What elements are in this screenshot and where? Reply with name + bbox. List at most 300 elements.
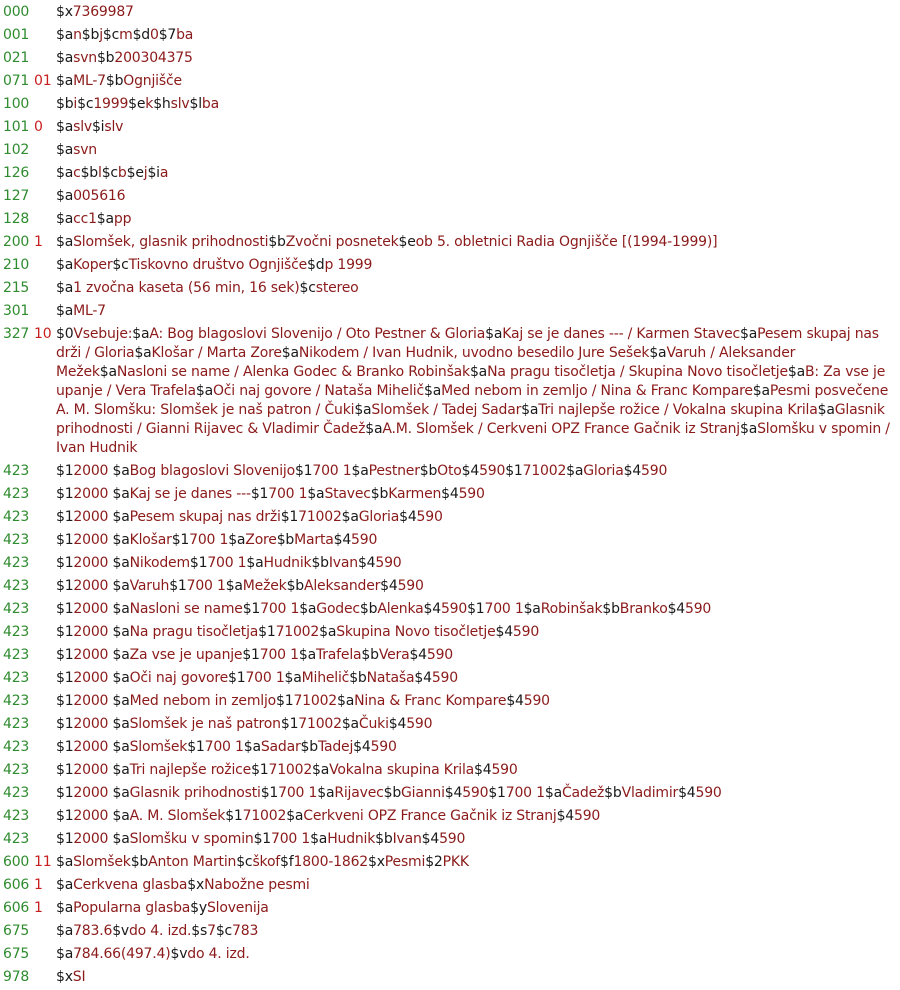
subfield-value: Oči naj govore (129, 670, 229, 686)
subfield-value: 71002 (522, 463, 567, 479)
subfield-value: Sadar (260, 739, 301, 755)
subfield-code: $a (307, 486, 325, 502)
subfield-code: $b (311, 555, 329, 571)
field-content (56, 715, 896, 734)
field-tag: 128 (3, 211, 30, 227)
subfield-value: 71002 (298, 509, 342, 525)
subfield-value: Hudnik (327, 831, 376, 847)
subfield-code: $4 (441, 486, 459, 502)
marc-field-row (0, 26, 900, 45)
subfield-value: 700 1 (268, 486, 308, 502)
subfield-value: ML-7 (73, 303, 106, 319)
field-tag: 423 (3, 601, 30, 617)
subfield-value: 2000 (73, 647, 113, 663)
subfield-value: c (73, 165, 81, 181)
marc-field-row (0, 807, 900, 826)
subfield-code: $1 (56, 739, 74, 755)
marc-field-row (0, 899, 900, 918)
marc-field-row (0, 531, 900, 550)
subfield-code: $b (604, 785, 622, 801)
subfield-code: $a (649, 345, 667, 361)
subfield-code: $4 (495, 624, 513, 640)
subfield-code: $a (56, 119, 74, 135)
subfield-code: $4 (357, 555, 376, 571)
subfield-value: 2000 (73, 463, 113, 479)
subfield-code: $1 (260, 785, 279, 801)
field-content (56, 738, 896, 757)
field-tag: 423 (3, 808, 30, 824)
field-tag: 215 (3, 280, 30, 296)
subfield-value: Hudnik (263, 555, 312, 571)
field-content (56, 600, 896, 619)
subfield-value: 71002 (298, 716, 342, 732)
subfield-code: $y (190, 900, 207, 916)
subfield-code: $4 (506, 693, 524, 709)
subfield-value: 590 (440, 601, 468, 617)
subfield-value: Slomšek (73, 854, 131, 870)
marc-field-row (0, 72, 900, 91)
subfield-code: $a (112, 785, 130, 801)
subfield-value: Zvočni posnetek (285, 234, 399, 250)
subfield-value: 1 zvočna kaseta (56 min, 16 sek) (73, 280, 300, 296)
subfield-value: Cerkveni OPZ France Gačnik iz Stranj (303, 808, 557, 824)
field-indicator: 10 (34, 326, 52, 342)
subfield-code: $1 (171, 532, 190, 548)
marc-field-row (0, 830, 900, 849)
subfield-code: $a (56, 73, 74, 89)
subfield-code: $1 (56, 486, 74, 502)
subfield-value: A. M. Slomšek (129, 808, 226, 824)
subfield-code: $a (56, 50, 74, 66)
field-content (56, 853, 896, 872)
subfield-value: 2000 (73, 716, 113, 732)
subfield-value: 0 (149, 27, 159, 43)
subfield-code: $1 (56, 555, 74, 571)
subfield-code: $h (153, 96, 171, 112)
subfield-value: Za vse je upanje (129, 647, 243, 663)
subfield-code: $a (787, 364, 805, 380)
field-content (56, 577, 896, 596)
subfield-code: $a (112, 509, 130, 525)
field-content (56, 692, 896, 711)
subfield-code: $b (370, 486, 389, 502)
field-indicator: 11 (34, 854, 52, 870)
subfield-value: SI (72, 969, 86, 985)
subfield-value: PKK (442, 854, 469, 870)
subfield-value: Aleksander (303, 578, 381, 594)
subfield-code: $a (317, 785, 335, 801)
subfield-value: l (98, 165, 102, 181)
field-tag: 978 (3, 969, 30, 985)
subfield-code: $4 (399, 509, 417, 525)
subfield-value: Ivan (392, 831, 422, 847)
subfield-code: $7 (158, 27, 177, 43)
field-content (56, 95, 896, 114)
subfield-value: Na pragu tisočletja / Skupina Novo tisočletje (487, 364, 788, 380)
subfield-value: Gianni (401, 785, 445, 801)
subfield-code: $1 (294, 463, 313, 479)
field-tag: 423 (3, 555, 30, 571)
subfield-code: $4 (409, 647, 427, 663)
subfield-code: $x (56, 4, 73, 20)
subfield-code: $c (102, 27, 120, 43)
subfield-code: $e (126, 165, 144, 181)
field-tag: 423 (3, 716, 30, 732)
subfield-value: Glasnik prihodnosti / Gianni Rijavec & Vladimir Čadež (56, 402, 885, 437)
subfield-code: $a (423, 383, 442, 399)
subfield-value: Slomšek, glasnik prihodnosti (73, 234, 269, 250)
subfield-code: $b (130, 854, 149, 870)
field-content (56, 922, 896, 941)
subfield-value: 71002 (268, 762, 313, 778)
subfield-value: Pestner (368, 463, 420, 479)
subfield-value: svn (73, 142, 97, 158)
marc-field-row (0, 256, 900, 275)
marc-field-row (0, 233, 900, 252)
subfield-code: $a (281, 345, 299, 361)
subfield-value: Čadež (561, 785, 605, 801)
subfield-code: $a (817, 402, 835, 418)
subfield-value: 1800-1862 (293, 854, 368, 870)
field-tag: 423 (3, 831, 30, 847)
subfield-code: $a (56, 165, 74, 181)
subfield-value: 590 (458, 486, 485, 502)
subfield-code: $4 (474, 762, 492, 778)
subfield-value: Tri najlepše rožice / Vokalna skupina Krila (538, 402, 818, 418)
subfield-code: $a (112, 532, 130, 548)
field-indicator: 0 (34, 119, 43, 135)
subfield-code: $a (351, 463, 369, 479)
marc-field-row (0, 623, 900, 642)
subfield-value: slv (104, 119, 124, 135)
subfield-code: $a (56, 142, 74, 158)
marc-field-row (0, 784, 900, 803)
subfield-value: B: Za vse je upanje / Vera Trafela (56, 364, 886, 399)
subfield-code: $4 (667, 601, 686, 617)
marc-field-row (0, 968, 900, 987)
subfield-value: Branko (619, 601, 668, 617)
field-content (56, 233, 896, 252)
subfield-value: 2000 (73, 509, 113, 525)
field-tag: 423 (3, 578, 30, 594)
marc-field-row (0, 49, 900, 68)
subfield-value: 590 (439, 831, 466, 847)
field-content (56, 646, 896, 665)
subfield-value: Slovenija (206, 900, 269, 916)
subfield-value: slv (73, 119, 92, 135)
subfield-value: Čuki (358, 716, 389, 732)
subfield-code: $b (349, 670, 367, 686)
field-content (56, 899, 896, 918)
subfield-value: 590 (370, 739, 397, 755)
subfield-code: $c (112, 257, 129, 273)
subfield-value: 2000 (73, 739, 113, 755)
subfield-value: Pesmi posvečene A. M. Slomšku: Slomšek je naš patron / Čuki (56, 383, 889, 418)
subfield-value: 590 (431, 670, 458, 686)
subfield-code: $1 (242, 647, 260, 663)
field-content (56, 945, 896, 964)
subfield-code: $a (56, 211, 74, 227)
field-tag: 000 (3, 4, 30, 20)
subfield-code: $a (544, 785, 562, 801)
subfield-code: $1 (276, 693, 294, 709)
subfield-value: 590 (406, 716, 433, 732)
subfield-code: $b (80, 165, 98, 181)
marc-field-row (0, 600, 900, 619)
subfield-code: $1 (505, 463, 523, 479)
subfield-value: A: Bog blagoslovi Slovenijo / Oto Pestner & Gloria (149, 326, 486, 342)
subfield-code: $a (225, 578, 243, 594)
field-indicator: 1 (34, 234, 43, 250)
subfield-code: $a (96, 211, 114, 227)
field-tag: 423 (3, 785, 30, 801)
field-tag: 423 (3, 693, 30, 709)
subfield-code: $c (215, 923, 233, 939)
marc-field-row (0, 485, 900, 504)
subfield-code: $a (521, 402, 539, 418)
subfield-code: $a (312, 762, 330, 778)
subfield-value: j (143, 165, 148, 181)
subfield-value: 590 (462, 785, 489, 801)
subfield-value: 700 1 (260, 601, 300, 617)
field-indicator: 1 (34, 900, 43, 916)
subfield-code: $b (56, 96, 74, 112)
subfield-value: A.M. Slomšek / Cerkveni OPZ France Gačnik iz Stranj (382, 421, 740, 437)
field-tag: 200 (3, 234, 30, 250)
subfield-value: Ognjišče (123, 73, 182, 89)
subfield-value: 700 1 (484, 601, 524, 617)
subfield-value: Glasnik prihodnosti (129, 785, 261, 801)
subfield-value: 2000 (73, 555, 113, 571)
subfield-code: $a (341, 716, 359, 732)
field-tag: 423 (3, 624, 30, 640)
field-tag: 423 (3, 486, 30, 502)
subfield-value: 590 (512, 624, 540, 640)
subfield-code: $1 (280, 509, 299, 525)
field-content (56, 462, 896, 481)
subfield-code: $x (368, 854, 385, 870)
field-content (56, 761, 896, 780)
subfield-value: Tadej (317, 739, 354, 755)
marc-field-row (0, 187, 900, 206)
subfield-code: $a (485, 326, 503, 342)
subfield-value: Med nebom in zemljo / Nina & Franc Kompare (441, 383, 753, 399)
subfield-value: 2000 (73, 762, 113, 778)
subfield-code: $e (128, 96, 146, 112)
subfield-value: 2000 (73, 670, 113, 686)
subfield-value: Nikodem / Ivan Hudnik, uvodno besedilo Jure Sešek (298, 345, 650, 361)
marc-field-row (0, 141, 900, 160)
subfield-value: Na pragu tisočletja (129, 624, 259, 640)
subfield-code: $2 (425, 854, 443, 870)
subfield-value: ba (201, 96, 219, 112)
subfield-value: 2000 (73, 578, 113, 594)
subfield-code: $a (228, 532, 246, 548)
subfield-code: $b (81, 27, 100, 43)
subfield-code: $a (112, 739, 130, 755)
subfield-code: $d (307, 257, 325, 273)
subfield-code: $a (246, 555, 264, 571)
subfield-code: $b (375, 831, 393, 847)
subfield-code: $1 (169, 578, 187, 594)
subfield-code: $1 (56, 463, 74, 479)
subfield-code: $b (276, 532, 295, 548)
subfield-code: $1 (250, 486, 269, 502)
subfield-code: $a (56, 280, 74, 296)
field-content (56, 49, 896, 68)
subfield-code: $d (132, 27, 150, 43)
subfield-code: $a (112, 762, 130, 778)
subfield-code: $4 (556, 808, 574, 824)
field-tag: 600 (3, 854, 30, 870)
subfield-code: $a (112, 624, 130, 640)
field-indicator: 01 (34, 73, 52, 89)
subfield-value: Trafela (315, 647, 362, 663)
subfield-value: Nasloni se name (129, 601, 243, 617)
subfield-code: $i (91, 119, 105, 135)
subfield-value: Karmen (388, 486, 442, 502)
subfield-code: $1 (187, 739, 205, 755)
field-tag: 675 (3, 923, 30, 939)
subfield-value: 7 (207, 923, 216, 939)
subfield-value: 7369987 (72, 4, 134, 20)
subfield-value: 700 1 (207, 555, 247, 571)
subfield-code: $4 (444, 785, 463, 801)
marc-field-row (0, 738, 900, 757)
field-tag: 423 (3, 670, 30, 686)
subfield-value: ML-7 (73, 73, 106, 89)
field-content (56, 164, 896, 183)
subfield-value: Gloria (358, 509, 400, 525)
subfield-value: Robinšak (540, 601, 603, 617)
subfield-value: Pesmi (384, 854, 426, 870)
field-tag: 423 (3, 463, 30, 479)
subfield-value: 590 (375, 555, 402, 571)
subfield-code: $b (300, 739, 318, 755)
subfield-code: $1 (189, 555, 208, 571)
subfield-value: Nasloni se name / Alenka Godec & Branko Robinšak (116, 364, 470, 380)
subfield-code: $a (56, 877, 74, 893)
subfield-value: n (73, 27, 82, 43)
field-content (56, 876, 896, 895)
field-content (56, 830, 896, 849)
subfield-value: 590 (416, 509, 443, 525)
subfield-code: $b (105, 73, 124, 89)
subfield-code: $c (299, 280, 316, 296)
subfield-value: Oto (437, 463, 462, 479)
subfield-value: 005616 (73, 188, 126, 204)
field-content (56, 302, 896, 321)
subfield-value: Rijavec (334, 785, 384, 801)
field-content (56, 210, 896, 229)
subfield-value: 590 (351, 532, 378, 548)
subfield-value: Vsebuje: (73, 326, 133, 342)
subfield-code: $a (319, 624, 337, 640)
field-content (56, 554, 896, 573)
subfield-value: a (159, 165, 169, 181)
subfield-value: Zore (245, 532, 277, 548)
subfield-value: Kaj se je danes --- / Karmen Stavec (502, 326, 740, 342)
marc-field-row (0, 325, 900, 458)
subfield-code: $b (419, 463, 438, 479)
subfield-value: Gloria (583, 463, 624, 479)
subfield-code: $1 (488, 785, 506, 801)
subfield-code: $4 (623, 463, 642, 479)
subfield-value: Nikodem (129, 555, 190, 571)
subfield-value: 590 (491, 762, 518, 778)
subfield-value: i (73, 96, 78, 112)
subfield-value: Klošar / Marta Zore (151, 345, 282, 361)
subfield-value: Med nebom in zemljo (129, 693, 277, 709)
subfield-code: $b (602, 601, 620, 617)
field-tag: 423 (3, 739, 30, 755)
field-tag: 606 (3, 877, 30, 893)
subfield-value: do 4. izd. (187, 946, 250, 962)
subfield-code: $a (566, 463, 584, 479)
subfield-code: $x (56, 969, 73, 985)
subfield-code: $1 (251, 762, 269, 778)
subfield-value: b (117, 165, 127, 181)
field-tag: 327 (3, 326, 30, 342)
subfield-value: Vladimir (621, 785, 679, 801)
subfield-code: $0 (56, 326, 74, 342)
subfield-code: $1 (56, 762, 74, 778)
field-content (56, 807, 896, 826)
subfield-value: ba (176, 27, 194, 43)
subfield-value: Kaj se je danes --- (129, 486, 251, 502)
subfield-code: $4 (461, 463, 480, 479)
subfield-code: $1 (225, 808, 243, 824)
field-content (56, 623, 896, 642)
subfield-value: Alenka (377, 601, 424, 617)
field-content (56, 531, 896, 550)
subfield-code: $1 (258, 624, 276, 640)
subfield-code: $a (56, 234, 74, 250)
subfield-code: $a (112, 670, 130, 686)
field-content (56, 118, 896, 137)
subfield-code: $a (56, 923, 74, 939)
subfield-value: 590 (397, 578, 424, 594)
subfield-value: Nataša (366, 670, 415, 686)
marc-field-row (0, 462, 900, 481)
field-tag: 071 (3, 73, 30, 89)
subfield-code: $4 (380, 578, 398, 594)
field-content (56, 968, 896, 987)
marc-field-row (0, 692, 900, 711)
subfield-value: Vokalna skupina Krila (329, 762, 475, 778)
subfield-code: $a (112, 831, 130, 847)
subfield-value: 2000 (73, 831, 113, 847)
subfield-code: $a (112, 808, 130, 824)
field-tag: 210 (3, 257, 30, 273)
subfield-code: $1 (253, 831, 271, 847)
subfield-code: $v (112, 923, 129, 939)
subfield-code: $a (365, 421, 383, 437)
field-indicator: 1 (34, 877, 43, 893)
subfield-value: Klošar (129, 532, 172, 548)
subfield-value: Nina & Franc Kompare (354, 693, 507, 709)
subfield-value: 783.6 (73, 923, 113, 939)
marc-field-row (0, 945, 900, 964)
subfield-code: $4 (353, 739, 371, 755)
subfield-value: 2000 (73, 601, 113, 617)
subfield-code: $4 (423, 601, 441, 617)
marc-field-row (0, 3, 900, 22)
subfield-value: Bog blagoslovi Slovenijo (129, 463, 295, 479)
marc-field-row (0, 853, 900, 872)
subfield-value: Marta (294, 532, 334, 548)
subfield-value: 71002 (275, 624, 320, 640)
